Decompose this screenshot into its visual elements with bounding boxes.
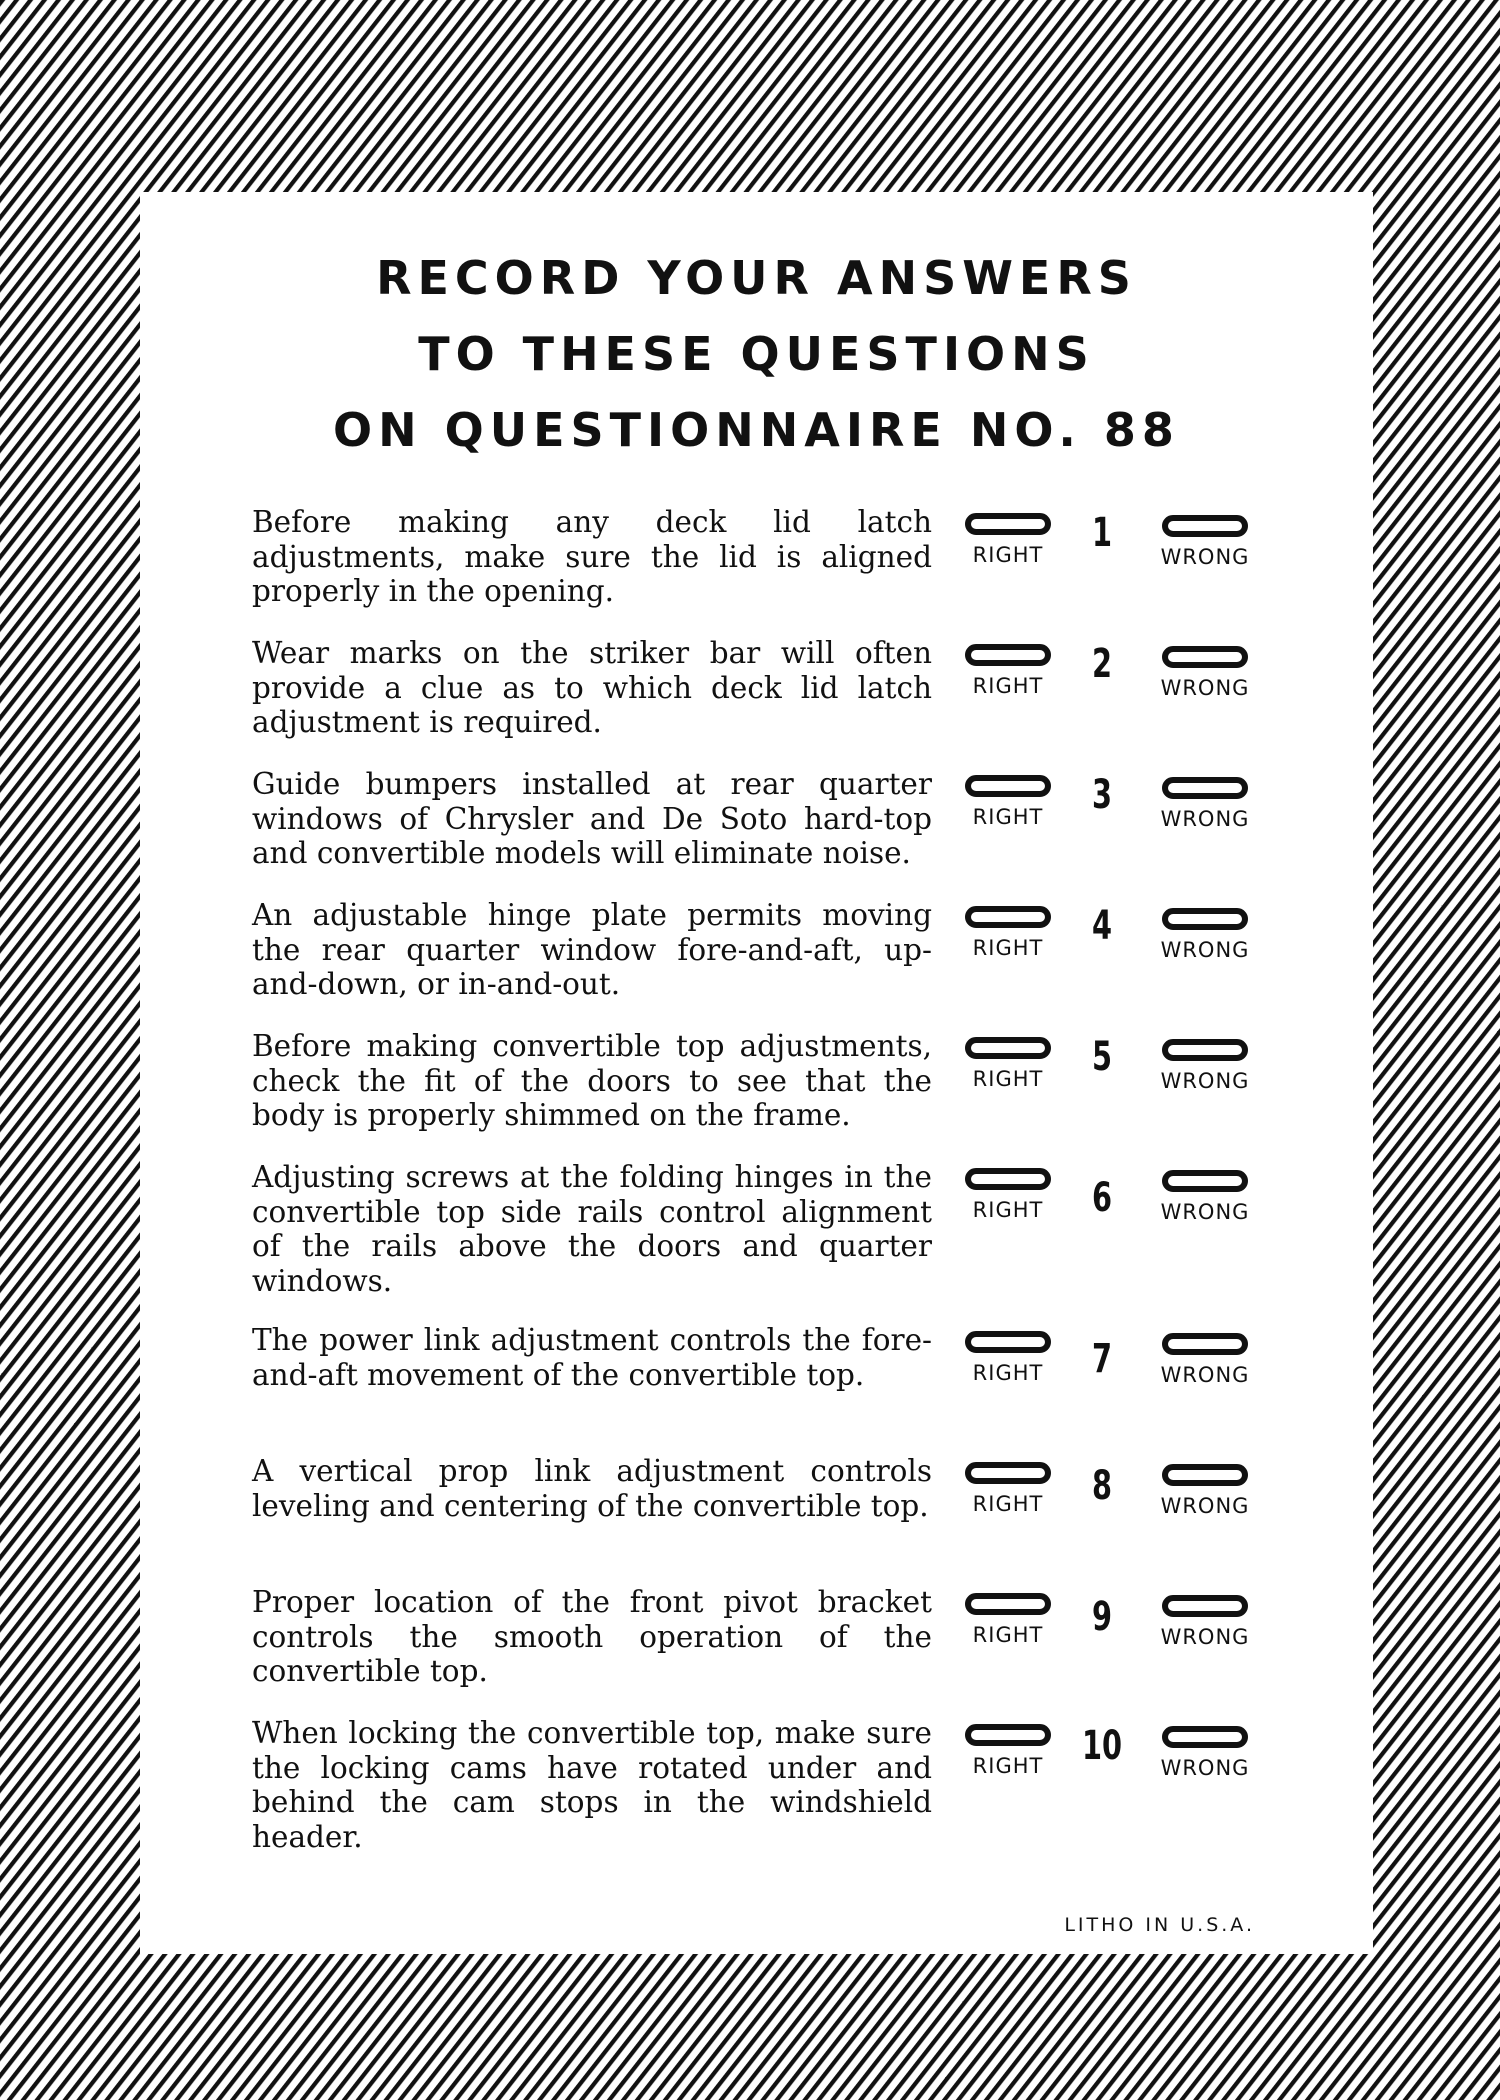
answer-wrong-option[interactable] <box>1155 1726 1255 1780</box>
wrong-answer-oval[interactable] <box>1162 1039 1248 1061</box>
question-item-10 <box>252 1716 1292 1854</box>
answer-wrong-option[interactable] <box>1155 1039 1255 1093</box>
wrong-label: WRONG <box>1160 1494 1250 1518</box>
wrong-label: WRONG <box>1160 1756 1250 1780</box>
question-number: 10 <box>1081 1723 1123 1769</box>
question-item-7 <box>252 1323 1292 1454</box>
wrong-answer-oval[interactable] <box>1162 777 1248 799</box>
answer-wrong-option[interactable] <box>1155 1333 1255 1387</box>
right-label: RIGHT <box>972 1198 1044 1222</box>
litho-footer: LITHO IN U.S.A. <box>1064 1914 1255 1936</box>
wrong-label: WRONG <box>1160 1363 1250 1387</box>
question-item-9 <box>252 1585 1292 1716</box>
question-text: Guide bumpers installed at rear quarter windows of Chrysler and De Soto hard-top and convertible models will eliminate noise. <box>252 767 932 870</box>
right-label: RIGHT <box>972 1754 1044 1778</box>
question-item-2 <box>252 636 1292 767</box>
question-text: When locking the convertible top, make sure the locking cams have rotated under and behind the cam stops in the windshield header. <box>252 1716 932 1854</box>
question-item-8 <box>252 1454 1292 1585</box>
answer-wrong-option[interactable] <box>1155 908 1255 962</box>
answer-right-option[interactable] <box>958 775 1058 829</box>
question-item-1 <box>252 505 1292 636</box>
question-item-6 <box>252 1160 1292 1323</box>
answer-right-option[interactable] <box>958 1593 1058 1647</box>
wrong-label: WRONG <box>1160 545 1250 569</box>
question-item-5 <box>252 1029 1292 1160</box>
question-number: 5 <box>1091 1034 1113 1080</box>
question-text: Wear marks on the striker bar will often provide a clue as to which deck lid latch adjustment is required. <box>252 636 932 739</box>
right-label: RIGHT <box>972 1067 1044 1091</box>
right-label: RIGHT <box>972 805 1044 829</box>
wrong-answer-oval[interactable] <box>1162 1595 1248 1617</box>
answer-right-option[interactable] <box>958 1462 1058 1516</box>
question-item-4 <box>252 898 1292 1029</box>
answer-right-option[interactable] <box>958 1331 1058 1385</box>
answer-wrong-option[interactable] <box>1155 1464 1255 1518</box>
question-number: 8 <box>1091 1463 1113 1509</box>
wrong-answer-oval[interactable] <box>1162 1333 1248 1355</box>
question-text: Before making any deck lid latch adjustments, make sure the lid is aligned properly in the opening. <box>252 505 932 608</box>
right-answer-oval[interactable] <box>965 1593 1051 1615</box>
answer-wrong-option[interactable] <box>1155 1595 1255 1649</box>
right-answer-oval[interactable] <box>965 906 1051 928</box>
answer-right-option[interactable] <box>958 1724 1058 1778</box>
title-line-3: ON QUESTIONNAIRE NO. 88 <box>333 403 1180 457</box>
wrong-label: WRONG <box>1160 938 1250 962</box>
question-number: 4 <box>1091 903 1113 949</box>
wrong-answer-oval[interactable] <box>1162 1464 1248 1486</box>
question-text: A vertical prop link adjustment controls leveling and centering of the convertible top. <box>252 1454 932 1523</box>
answer-wrong-option[interactable] <box>1155 646 1255 700</box>
question-text: Before making convertible top adjustments, check the fit of the doors to see that the body is properly shimmed on the frame. <box>252 1029 932 1132</box>
answer-right-option[interactable] <box>958 906 1058 960</box>
right-label: RIGHT <box>972 1492 1044 1516</box>
question-item-3 <box>252 767 1292 898</box>
answer-right-option[interactable] <box>958 1168 1058 1222</box>
right-label: RIGHT <box>972 1623 1044 1647</box>
wrong-label: WRONG <box>1160 1069 1250 1093</box>
question-number: 3 <box>1091 772 1113 818</box>
right-answer-oval[interactable] <box>965 1037 1051 1059</box>
question-text: Adjusting screws at the folding hinges in the convertible top side rails control alignment of the rails above the doors and quarter windows. <box>252 1160 932 1298</box>
wrong-label: WRONG <box>1160 1625 1250 1649</box>
answer-wrong-option[interactable] <box>1155 515 1255 569</box>
wrong-answer-oval[interactable] <box>1162 646 1248 668</box>
right-answer-oval[interactable] <box>965 513 1051 535</box>
question-number: 9 <box>1091 1594 1113 1640</box>
wrong-label: WRONG <box>1160 807 1250 831</box>
answer-right-option[interactable] <box>958 644 1058 698</box>
right-label: RIGHT <box>972 936 1044 960</box>
answer-wrong-option[interactable] <box>1155 777 1255 831</box>
title-line-1: RECORD YOUR ANSWERS <box>376 251 1137 305</box>
right-label: RIGHT <box>972 543 1044 567</box>
answer-wrong-option[interactable] <box>1155 1170 1255 1224</box>
wrong-label: WRONG <box>1160 1200 1250 1224</box>
wrong-answer-oval[interactable] <box>1162 515 1248 537</box>
right-answer-oval[interactable] <box>965 775 1051 797</box>
answer-card <box>140 192 1373 1954</box>
question-text: An adjustable hinge plate permits moving the rear quarter window fore-and-aft, up-and-down, or in-and-out. <box>252 898 932 1001</box>
right-label: RIGHT <box>972 674 1044 698</box>
right-answer-oval[interactable] <box>965 1168 1051 1190</box>
right-answer-oval[interactable] <box>965 1462 1051 1484</box>
right-answer-oval[interactable] <box>965 644 1051 666</box>
answer-right-option[interactable] <box>958 513 1058 567</box>
question-number: 7 <box>1091 1336 1113 1382</box>
question-number: 6 <box>1091 1175 1113 1221</box>
question-number: 2 <box>1091 641 1113 687</box>
wrong-answer-oval[interactable] <box>1162 1726 1248 1748</box>
question-text: Proper location of the front pivot bracket controls the smooth operation of the convertible top. <box>252 1585 932 1688</box>
right-label: RIGHT <box>972 1361 1044 1385</box>
right-answer-oval[interactable] <box>965 1724 1051 1746</box>
answer-right-option[interactable] <box>958 1037 1058 1091</box>
question-list <box>252 505 1292 1854</box>
right-answer-oval[interactable] <box>965 1331 1051 1353</box>
page-title <box>140 240 1373 468</box>
wrong-answer-oval[interactable] <box>1162 908 1248 930</box>
title-line-2: TO THESE QUESTIONS <box>418 327 1095 381</box>
question-number: 1 <box>1091 510 1113 556</box>
question-text: The power link adjustment controls the fore-and-aft movement of the convertible top. <box>252 1323 932 1392</box>
wrong-label: WRONG <box>1160 676 1250 700</box>
wrong-answer-oval[interactable] <box>1162 1170 1248 1192</box>
